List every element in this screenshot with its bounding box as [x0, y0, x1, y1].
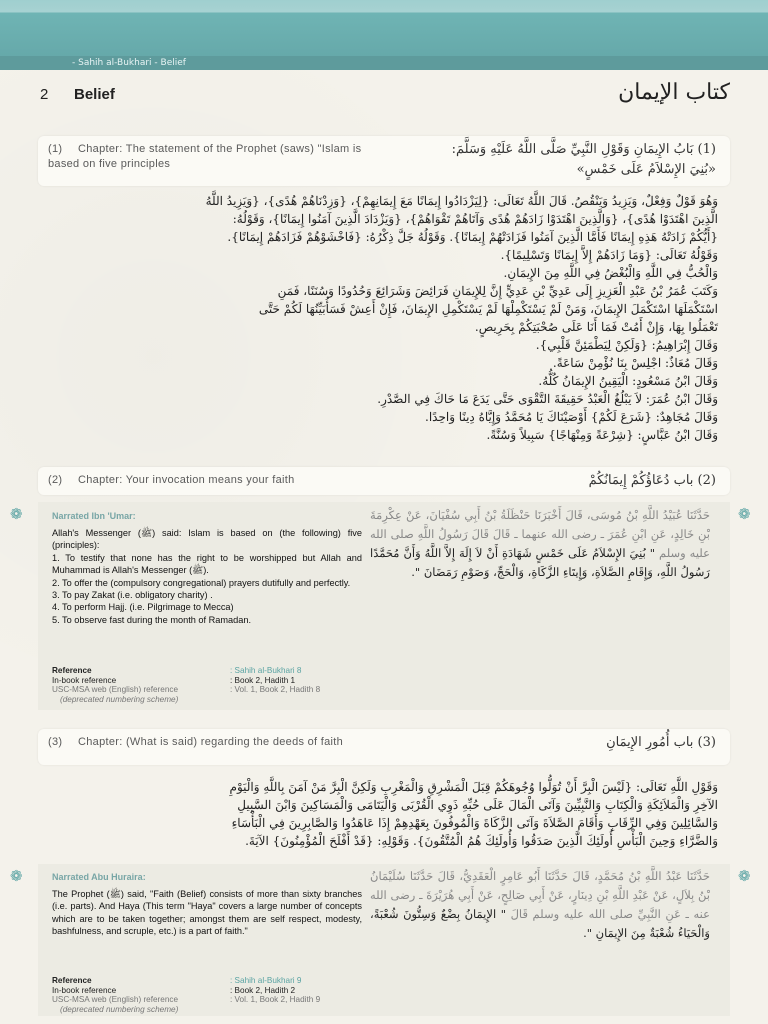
chapter-3-arabic-text	[50, 778, 718, 850]
hadith-narrator: Narrated Ibn 'Umar:	[52, 511, 136, 521]
in-book-reference-row	[52, 986, 320, 996]
chapter-number: (2)	[48, 474, 63, 486]
ar-line: وَالْحُبُّ فِي اللَّهِ وَالْبُغْضُ فِي اللَّهِ مِنَ الإِيمَانِ.	[503, 266, 718, 280]
reference-value[interactable]: : Sahih al-Bukhari 9	[230, 976, 302, 985]
chapter-title-text: Chapter: (What is said) regarding the deeds of faith	[78, 736, 344, 748]
chapter-header-3	[38, 729, 730, 765]
chapter-1-arabic-text	[50, 192, 718, 444]
reference-note: (deprecated numbering scheme)	[60, 1004, 179, 1014]
hadith-text-en	[52, 888, 362, 938]
chapter-header-2	[38, 467, 730, 495]
chapter-title-ar	[366, 733, 716, 753]
chapter-title-en	[48, 142, 368, 172]
hadith-en-line: Allah's Messenger (ﷺ) said: Islam is based on (the following) five (principles):	[52, 528, 363, 551]
book-title-arabic: كتاب الإيمان	[618, 80, 730, 105]
hadith-en-line: The Prophet (ﷺ) said, "Faith (Belief) consists of more than sixty branches (i.e. parts). And Haya (This term "Haya" covers a large number of concepts which are to be taken together; amongst them are self respect, modesty, bashfulness, and scruple, etc.) is a part of faith."	[52, 889, 362, 937]
hadith-isnad-ar: حَدَّثَنَا عَبْدُ اللَّهِ بْنُ مُحَمَّدٍ، قَالَ حَدَّثَنَا أَبُو عَامِرٍ الْعَقَدِيُّ، قَالَ حَدَّثَنَا سُلَيْمَانُ بْنُ بِلاَلٍ، عَنْ عَبْدِ اللَّهِ بْنِ دِينَارٍ، عَنْ أَبِي صَالِحٍ، عَنْ أَبِي هُرَيْرَةَ ـ رضى الله عنه ـ عَنِ النَّبِيِّ صلى الله عليه وسلم قَالَ	[370, 869, 710, 921]
reference-value: : Vol. 1, Book 2, Hadith 9	[230, 995, 321, 1004]
rosette-ornament-icon: ❁	[10, 505, 23, 523]
ar-line: الآخِرِ وَالْمَلاَئِكَةِ وَالْكِتَابِ وَالنَّبِيِّينَ وَآتَى الْمَالَ عَلَى حُبِّهِ ذَوِي الْقُرْبَى وَالْيَتَامَى وَالْمَسَاكِينَ وَابْنَ السَّبِيلِ	[237, 798, 718, 812]
hadith-text-ar	[370, 506, 710, 582]
chapter-header-1	[38, 136, 730, 186]
chapter-number: (3)	[48, 736, 63, 748]
ar-line: {أَيُّكُمْ زَادَتْهُ هَذِهِ إِيمَانًا فَأَمَّا الَّذِينَ آمَنُوا فَزَادَتْهُمْ إِيمَانًا}. وَقَوْلُهُ جَلَّ ذِكْرُهُ: {فَاخْشَوْهُمْ فَزَادَهُمْ إِيمَانًا}.	[227, 230, 718, 244]
ar-line: وَقَالَ ابْنُ عُمَرَ: لاَ يَبْلُغُ الْعَبْدُ حَقِيقَةَ التَّقْوَى حَتَّى يَدَعَ مَا حَاكَ فِي الصَّدْرِ.	[377, 392, 718, 406]
ar-line: تَعْمَلُوا بِهَا، وَإِنْ أَمُتْ فَمَا أَنَا عَلَى صُحْبَتِكُمْ بِحَرِيصٍ.	[474, 320, 718, 334]
chapter-title-ar-line1: (1) بَابُ الإِيمَانِ وَقَوْلِ النَّبِيِّ صَلَّى اللَّهُ عَلَيْهِ وَسَلَّمَ:	[451, 142, 716, 157]
usc-msa-reference-row	[52, 995, 320, 1005]
ar-line: وَالضَّرَّاءِ وَحِينَ الْبَأْسِ أُولَئِكَ الَّذِينَ صَدَقُوا وَأُولَئِكَ هُمُ الْمُتَّقُونَ}. وَقَوْلِهِ: {قَدْ أَفْلَحَ الْمُؤْمِنُونَ} الآيَةَ.	[245, 834, 718, 848]
reference-value: : Vol. 1, Book 2, Hadith 8	[230, 685, 321, 694]
hadith-narrator: Narrated Abu Huraira:	[52, 872, 146, 882]
chapter-title-ar-line1: (2) باب دُعَاؤُكُمْ إِيمَانُكُمْ	[588, 473, 716, 488]
reference-label: USC-MSA web (English) reference	[52, 685, 179, 694]
hadith-en-line: 3. To pay Zakat (i.e. obligatory charity) .	[52, 590, 213, 601]
chapter-title-text: Chapter: The statement of the Prophet (saws) "Islam is based on five principles	[48, 143, 362, 170]
reference-value: : Book 2, Hadith 2	[230, 985, 296, 995]
hadith-en-line: 2. To offer the (compulsory congregational) prayers dutifully and perfectly.	[52, 577, 351, 588]
reference-label: In-book reference	[52, 985, 117, 995]
reference-row	[52, 976, 320, 986]
reference-label: Reference	[52, 976, 92, 985]
hadith-matn-ar: " الإِيمَانُ بِضْعٌ وَسِتُّونَ شُعْبَةً، وَالْحَيَاءُ شُعْبَةٌ مِنَ الإِيمَانِ ".	[370, 907, 710, 940]
reference-value: : Book 2, Hadith 1	[230, 675, 296, 685]
hadith-card-2	[38, 864, 730, 1016]
reference-label: In-book reference	[52, 675, 117, 685]
hadith-text-ar	[370, 867, 710, 943]
ar-line: وَقَالَ مُجَاهِدٌ: {شَرَعَ لَكُمْ} أَوْصَيْنَاكَ يَا مُحَمَّدُ وَإِيَّاهُ دِينًا وَاحِدًا.	[425, 410, 718, 424]
reference-row	[52, 666, 320, 676]
ar-line: وَالسَّائِلِينَ وَفِي الرِّقَابِ وَأَقَامَ الصَّلاَةَ وَآتَى الزَّكَاةَ وَالْمُوفُونَ بِعَهْدِهِمْ إِذَا عَاهَدُوا وَالصَّابِرِينَ فِي الْبَأْسَاءِ	[231, 816, 718, 830]
ar-line: وَقَالَ مُعَاذٌ: اجْلِسْ بِنَا نُؤْمِنْ سَاعَةً.	[552, 356, 718, 370]
ar-line: اسْتَكْمَلَهَا اسْتَكْمَلَ الإِيمَانَ، وَمَنْ لَمْ يَسْتَكْمِلْهَا لَمْ يَسْتَكْمِلِ الإِيمَانَ، فَإِنْ أَعِشْ فَسَأُبَيِّنُهَا لَكُمْ حَتَّى	[258, 302, 718, 316]
rosette-ornament-icon: ❁	[738, 505, 751, 523]
ar-line: وَقَوْلِ اللَّهِ تَعَالَى: {لَيْسَ الْبِرَّ أَنْ تُوَلُّوا وُجُوهَكُمْ قِبَلَ الْمَشْرِقِ وَالْمَغْرِبِ وَلَكِنَّ الْبِرَّ مَنْ آمَنَ بِاللَّهِ وَالْيَوْمِ	[229, 780, 718, 794]
ar-line: وَقَالَ ابْنُ مَسْعُودٍ: الْيَقِينُ الإِيمَانُ كُلُّهُ.	[538, 374, 718, 388]
hadith-isnad-ar: حَدَّثَنَا عُبَيْدُ اللَّهِ بْنُ مُوسَى، قَالَ أَخْبَرَنَا حَنْظَلَةُ بْنُ أَبِي سُفْيَانَ، عَنْ عِكْرِمَةَ بْنِ خَالِدٍ، عَنِ ابْنِ عُمَرَ ـ رضى الله عنهما ـ قَالَ قَالَ رَسُولُ اللَّهِ صلى الله عليه وسلم	[370, 508, 710, 560]
book-title: Belief	[74, 86, 115, 103]
reference-label: USC-MSA web (English) reference	[52, 995, 179, 1004]
usc-msa-reference-row	[52, 685, 320, 695]
rosette-ornament-icon: ❁	[10, 867, 23, 885]
chapter-title-ar	[366, 471, 716, 491]
chapter-title-ar	[366, 140, 716, 180]
hadith-matn-ar: " بُنِيَ الإِسْلاَمُ عَلَى خَمْسٍ شَهَادَةِ أَنْ لاَ إِلَهَ إِلاَّ اللَّهُ وَأَنَّ مُحَمَّدًا رَسُولُ اللَّهِ، وَإِقَامِ الصَّلاَةِ، وَإِيتَاءِ الزَّكَاةِ، وَالْحَجِّ، وَصَوْمِ رَمَضَانَ ".	[370, 546, 710, 579]
hadith-en-line: 1. To testify that none has the right to be worshipped but Allah and Muhammad is Allah's Messenger (ﷺ).	[52, 552, 362, 576]
ar-line: وَقَالَ إِبْرَاهِيمُ: {وَلَكِنْ لِيَطْمَئِنَّ قَلْبِي}.	[535, 338, 718, 352]
ar-line: وَقَوْلُهُ تَعَالَى: {وَمَا زَادَهُمْ إِلاَّ إِيمَانًا وَتَسْلِيمًا}.	[500, 248, 718, 262]
rosette-ornament-icon: ❁	[738, 867, 751, 885]
reference-note: (deprecated numbering scheme)	[60, 694, 179, 704]
hadith-card-1	[38, 502, 730, 710]
breadcrumb[interactable]: - Sahih al-Bukhari - Belief	[72, 58, 186, 68]
reference-value[interactable]: : Sahih al-Bukhari 8	[230, 666, 302, 675]
hadith-en-line: 5. To observe fast during the month of Ramadan.	[52, 614, 252, 625]
chapter-title-ar-line1: (3) باب أُمُورِ الإِيمَانِ	[606, 735, 716, 750]
ar-line: الَّذِينَ اهْتَدَوْا هُدًى}، {وَالَّذِينَ اهْتَدَوْا زَادَهُمْ هُدًى وَآتَاهُمْ تَقْوَاهُمْ}، {وَيَزْدَادَ الَّذِينَ آمَنُوا إِيمَانًا}، وَقَوْلُهُ:	[232, 212, 718, 226]
chapter-title-en	[48, 735, 348, 750]
ar-line: وَهُوَ قَوْلٌ وَفِعْلٌ، وَيَزِيدُ وَيَنْقُصُ. قَالَ اللَّهُ تَعَالَى: {لِيَزْدَادُوا إِيمَانًا مَعَ إِيمَانِهِمْ}، {وَزِدْنَاهُمْ هُدًى}، {وَيَزِيدُ اللَّهُ	[205, 194, 718, 208]
top-banner	[0, 0, 768, 56]
chapter-number: (1)	[48, 143, 63, 155]
chapter-title-text: Chapter: Your invocation means your faith	[78, 474, 295, 486]
hadith-reference-table	[52, 976, 320, 1014]
ar-line: وَقَالَ ابْنُ عَبَّاسٍ: {شِرْعَةً وَمِنْهَاجًا} سَبِيلاً وَسُنَّةً.	[486, 428, 718, 442]
ar-line: وَكَتَبَ عُمَرُ بْنُ عَبْدِ الْعَزِيزِ إِلَى عَدِيِّ بْنِ عَدِيٍّ إِنَّ لِلإِيمَانِ فَرَائِضَ وَشَرَائِعَ وَحُدُودًا وَسُنَنًا، فَمَنِ	[277, 284, 718, 298]
reference-label: Reference	[52, 666, 92, 675]
book-number: 2	[40, 86, 49, 103]
chapter-title-ar-line2: «بُنِيَ الإِسْلاَمُ عَلَى خَمْسٍ»	[576, 162, 716, 177]
hadith-en-line: 4. To perform Hajj. (i.e. Pilgrimage to Mecca)	[52, 602, 234, 613]
hadith-text-en	[52, 527, 362, 626]
in-book-reference-row	[52, 676, 320, 686]
hadith-reference-table	[52, 666, 320, 704]
